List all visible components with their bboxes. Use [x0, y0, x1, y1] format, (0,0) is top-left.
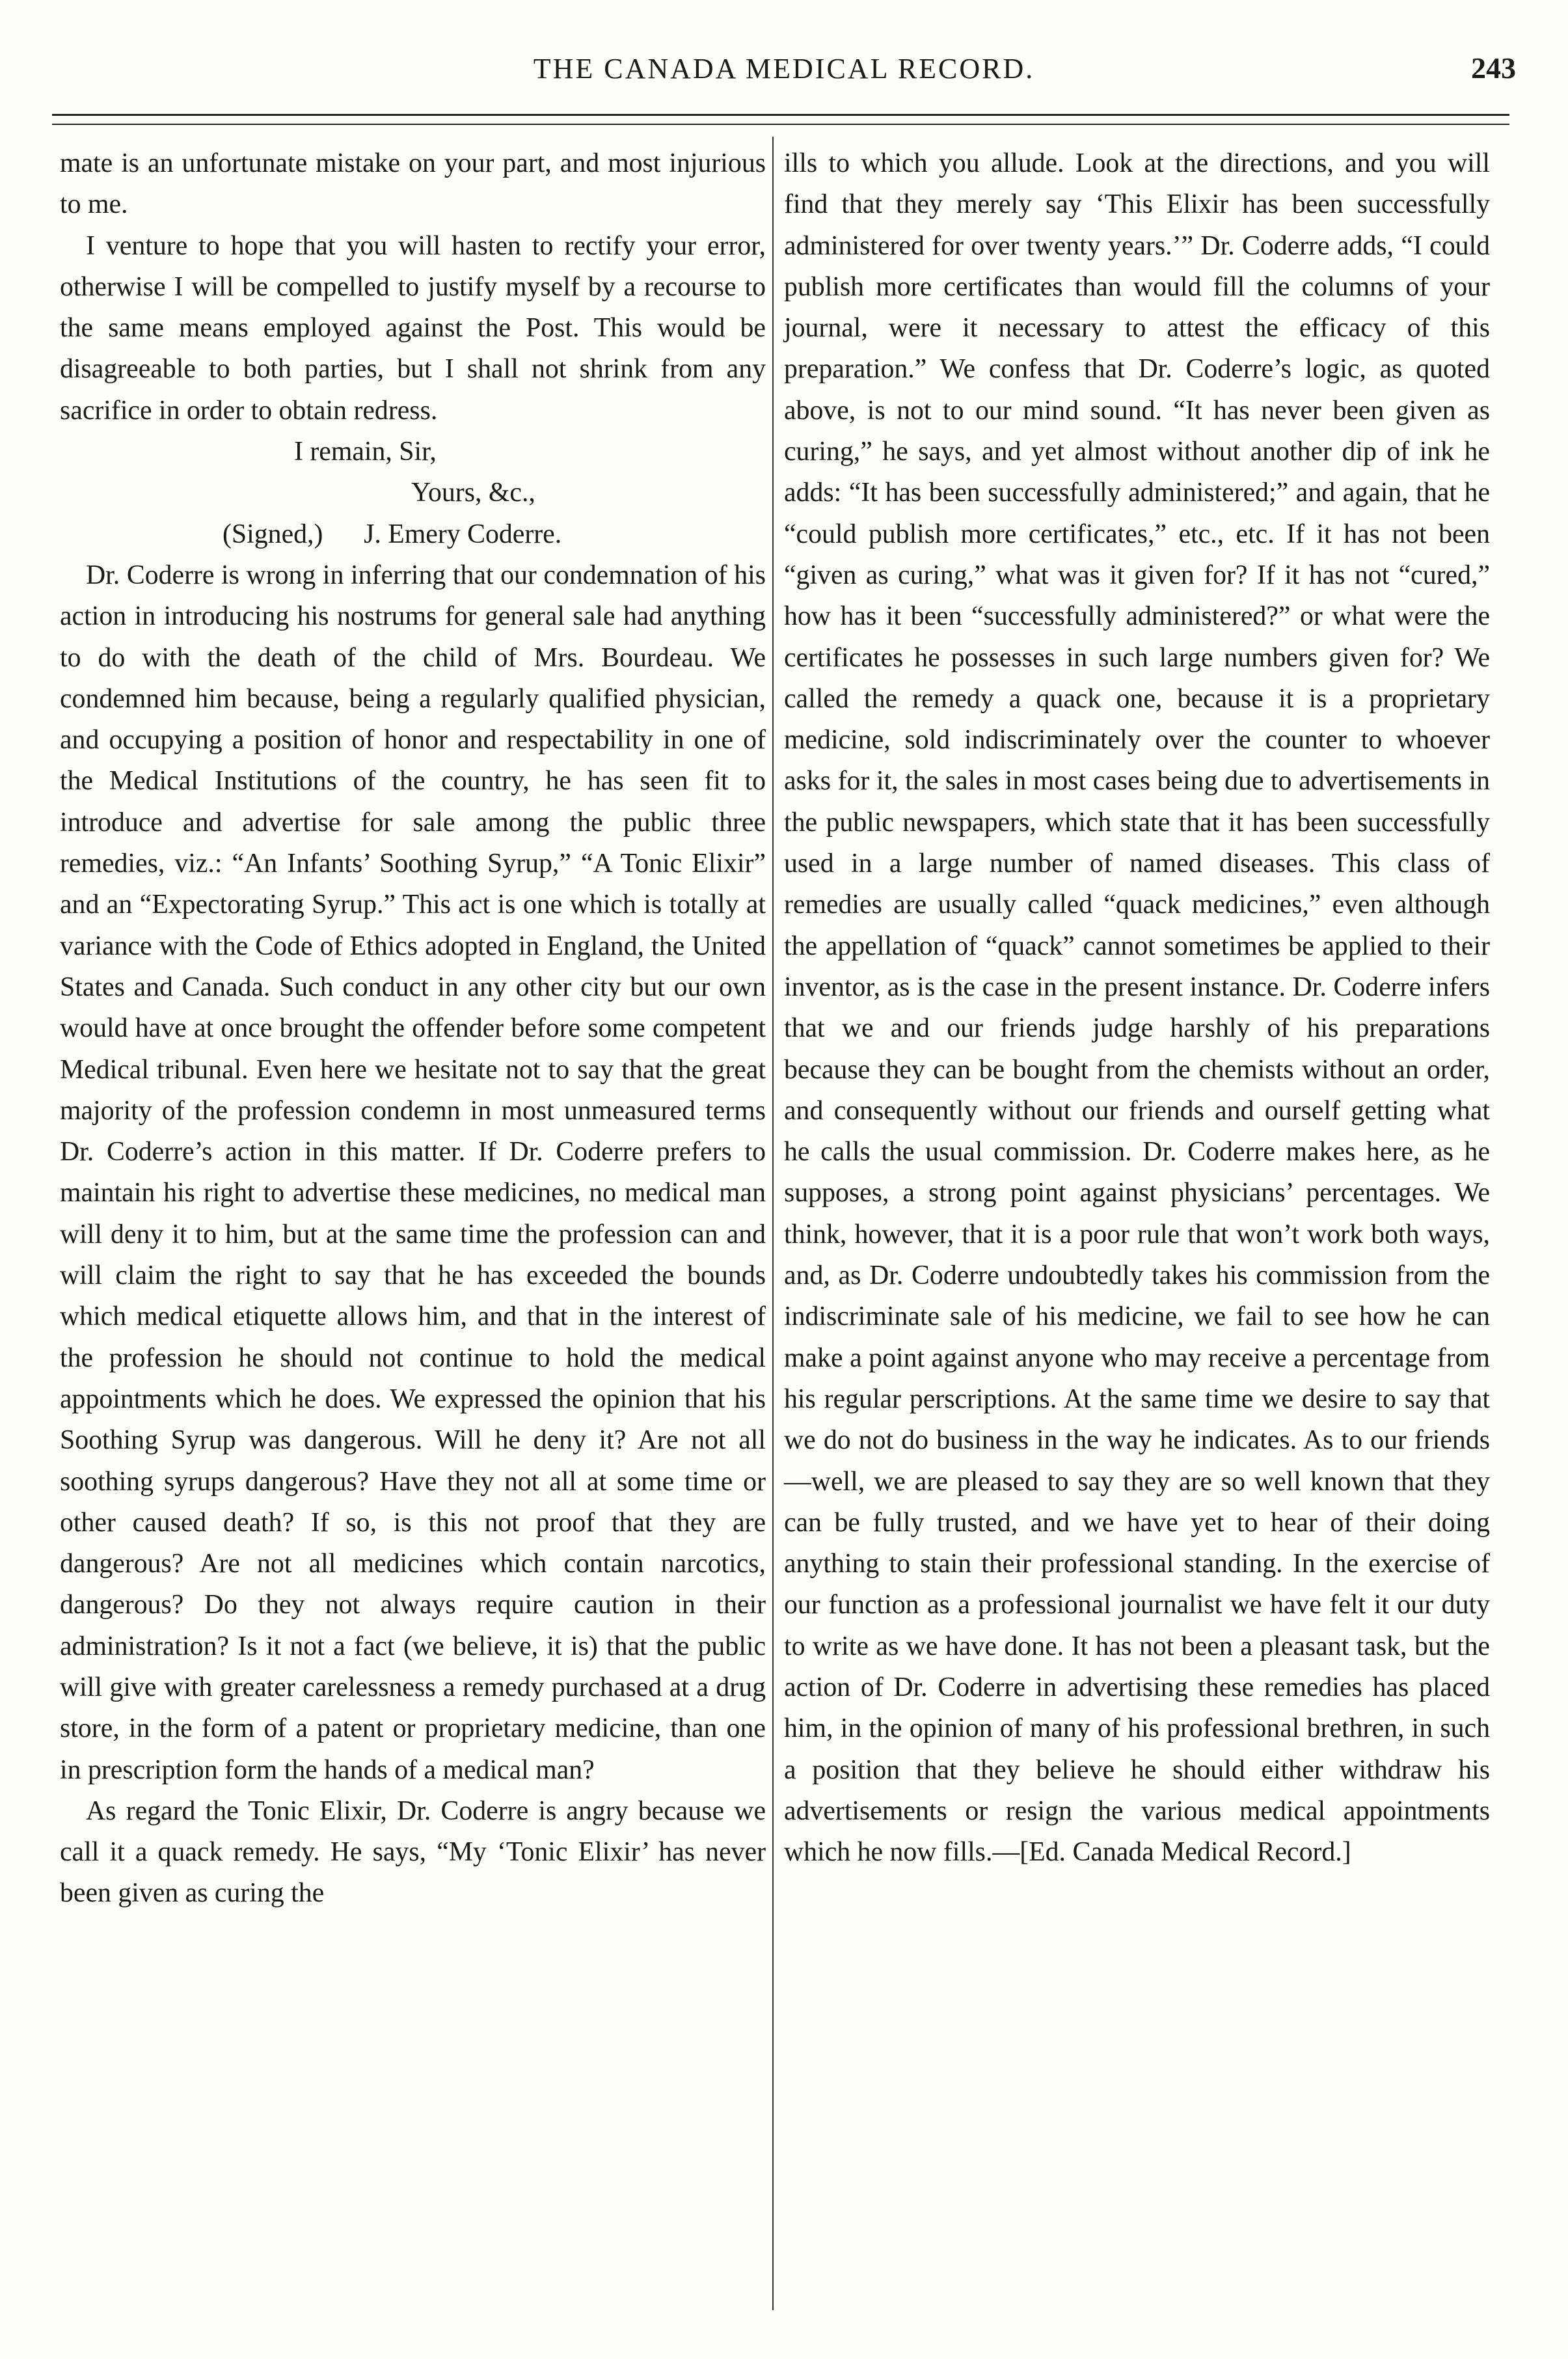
editorial-reply-paragraph: Dr. Coderre is wrong in inferring that our condemnation of his action in introducing his nostrums for general sale had anything to do with the death of the child of Mrs. Bourdeau. We condemned him because, being a regularly qualified physician, and occupying a position of honor and respectability in one of the Medical Institutions of the country, he has seen fit to introduce and advertise for sale among the public three remedies, viz.: “An Infants’ Soothing Syrup,” “A Tonic Elixir” and an “Expectorating Syrup.” This act is one which is totally at variance with the Code of Ethics adopted in England, the United States and Canada. Such conduct in any other city but our own would have at once brought the offender before some competent Medical tribunal. Even here we hesitate not to say that the great majority of the profession condemn in most unmeasured terms Dr. Coderre’s action in this matter. If Dr. Coderre prefers to maintain his right to advertise these medicines, no medical man will deny it to him, but at the same time the profession can and will claim the right to say that he has exceeded the bounds which medical etiquette allows him, and that in the interest of the profession he should not continue to hold the medical appointments which he does. We expressed the opinion that his Soothing Syrup was dangerous. Will he deny it? Are not all soothing syrups dangerous? Have they not all at some time or other caused death? If so, is this not proof that they are dangerous? Are not all medicines which contain narcotics, dangerous? Do they not always require caution in their administration? Is it not a fact (we believe, it is) that the public will give with greater carelessness a remedy purchased at a drug store, in the form of a patent or proprietary medicine, than one in prescription form the hands of a medical man?: [60, 560, 766, 1785]
header-rule-top: [52, 114, 1509, 116]
letter-closing-paragraph: mate is an unfortunate mistake on your part, and most injurious to me.: [60, 148, 766, 220]
header-rule-bottom: [52, 124, 1509, 125]
right-column: [784, 143, 1490, 2317]
signature-name: (Signed,) J. Emery Coderre.: [223, 519, 562, 549]
letter-request-paragraph: I venture to hope that you will hasten to rectify your error, otherwise I will be compelled to justify myself by a recourse to the same means employed against the Post. This would be disagreeable to both parties, but I shall not shrink from any sacrifice in order to obtain redress.: [60, 230, 766, 426]
left-column: [60, 143, 766, 2317]
column-divider: [772, 137, 774, 2310]
page-number: 243: [1471, 51, 1516, 85]
signature-remain: I remain, Sir,: [294, 437, 437, 467]
editorial-continuation-paragraph: ills to which you allude. Look at the directions, and you will find that they merely say ‘This Elixir has been successfully administered for over twenty years.’” Dr. Coderre adds, “I could publish more certificates than would fill the columns of your journal, were it necessary to attest the efficacy of this preparation.” We confess that Dr. Coderre’s logic, as quoted above, is not to our mind sound. “It has never been given as curing,” he says, and yet almost without another dip of ink he adds: “It has been successfully administered;” and again, that he “could publish more certificates,” etc., etc. If it has not been “given as curing,” what was it given for? If it has not “cured,” how has it been “successfully administered?” or what were the certificates he possesses in such large numbers given for? We called the remedy a quack one, because it is a proprietary medicine, sold indiscriminately over the counter to whoever asks for it, the sales in most cases being due to advertisements in the public newspapers, which state that it has been successfully used in a large number of named diseases. This class of remedies are usually called “quack medicines,” even although the appellation of “quack” cannot sometimes be applied to their inventor, as is the case in the present instance. Dr. Coderre infers that we and our friends judge harshly of his preparations because they can be bought from the chemists without an order, and consequently without our friends and ourself getting what he calls the usual commission. Dr. Coderre makes here, as he supposes, a strong point against physicians’ percentages. We think, however, that it is a poor rule that won’t work both ways, and, as Dr. Coderre undoubtedly takes his commission from the indiscriminate sale of his medicine, we fail to see how he can make a point against anyone who may receive a percentage from his regular perscriptions. At the same time we desire to say that we do not do business in the way he indicates. As to our friends—well, we are pleased to say they are so well known that they can be fully trusted, and we have yet to hear of their doing anything to stain their professional standing. In the exercise of our function as a professional journalist we have felt it our duty to write as we have done. It has not been a pleasant task, but the action of Dr. Coderre in advertising these remedies has placed him, in the opinion of many of his professional brethren, in such a position that they believe he should either withdraw his advertisements or resign the various medical appointments which he now fills.—[Ed. Canada Medical Record.]: [784, 148, 1490, 1868]
signature-yours: Yours, &c.,: [411, 478, 535, 508]
page-header: [52, 46, 1516, 98]
tonic-elixir-paragraph: As regard the Tonic Elixir, Dr. Coderre is angry because we call it a quack remedy. He says, “My ‘Tonic Elixir’ has never been given as curing the: [60, 1795, 766, 1909]
running-head: THE CANADA MEDICAL RECORD.: [533, 53, 1035, 85]
